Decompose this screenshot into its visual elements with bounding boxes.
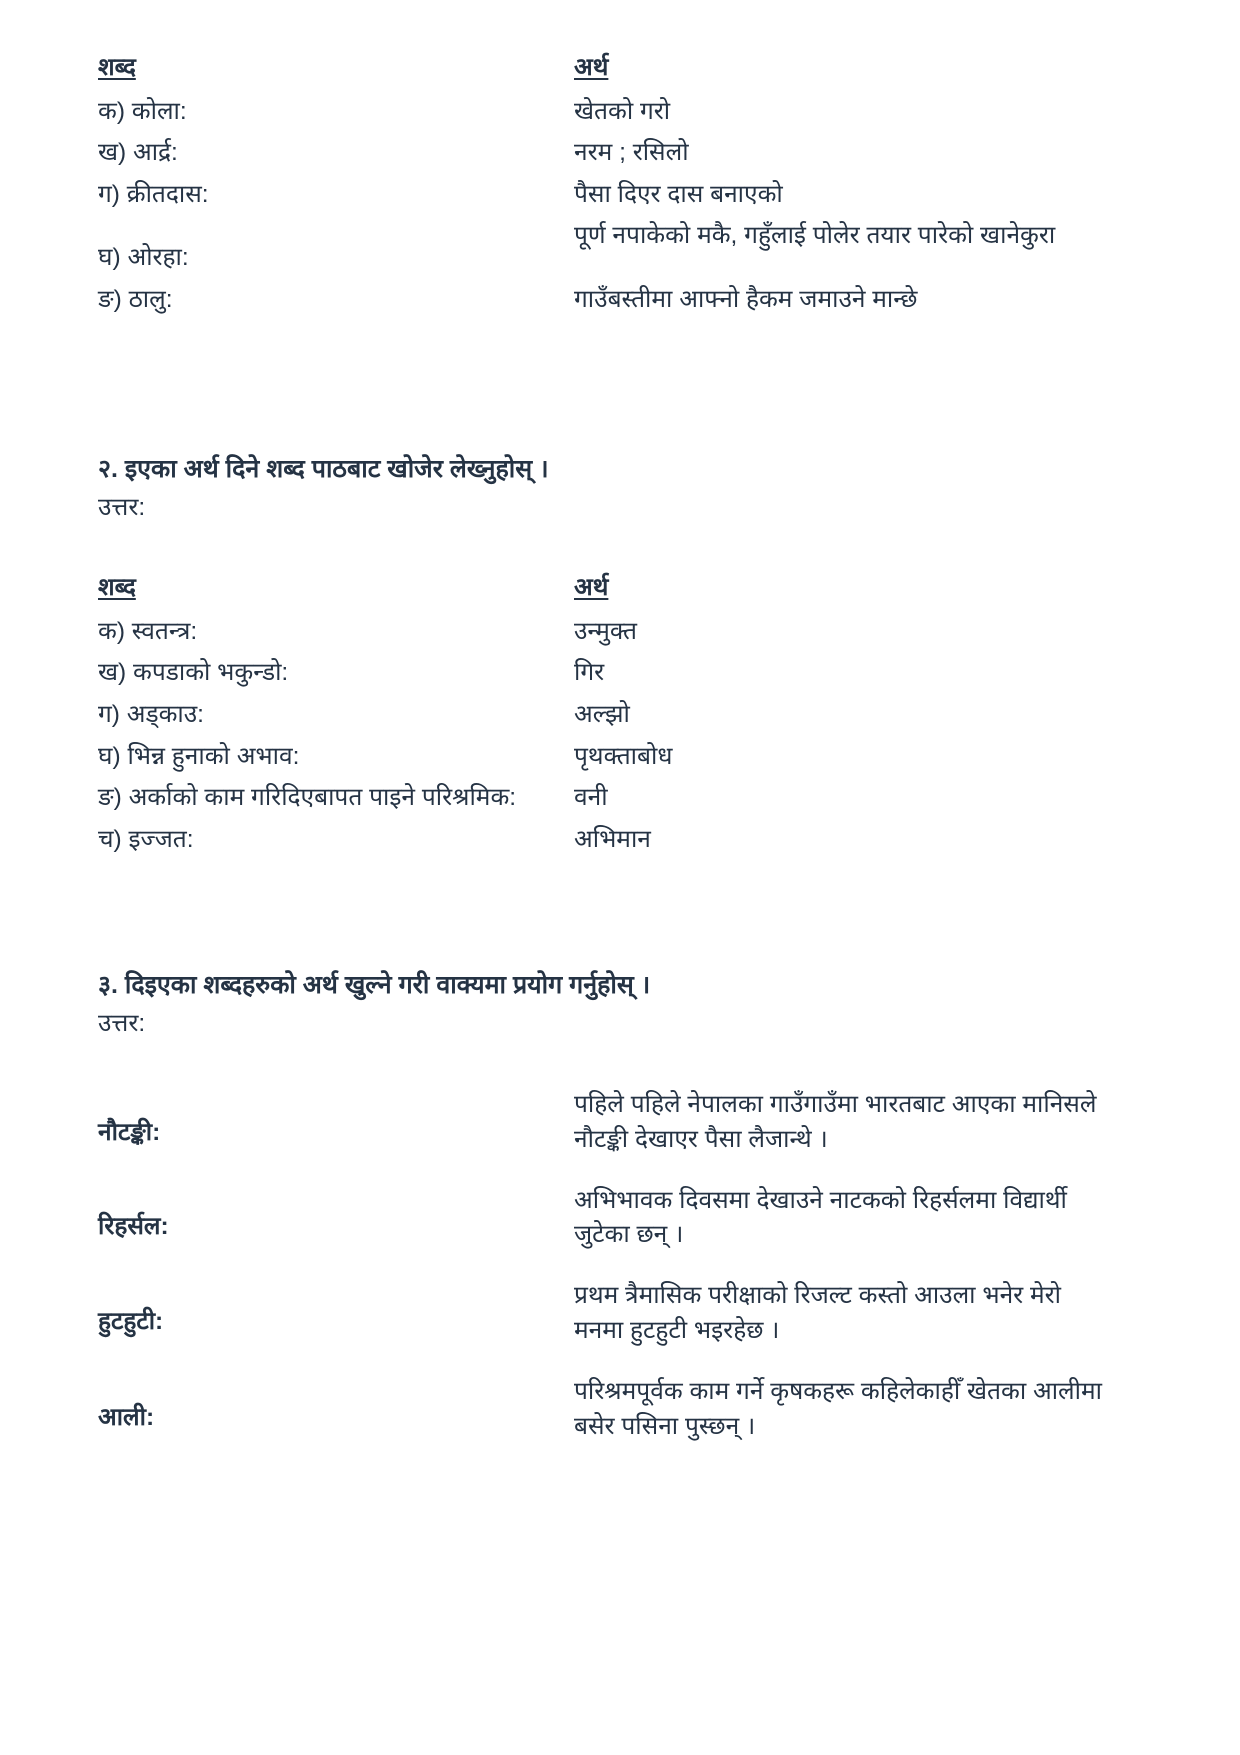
table-row bbox=[98, 699, 1106, 741]
meaning-cell: वनी bbox=[574, 784, 608, 812]
meaning-cell: खेतको गरो bbox=[574, 97, 671, 125]
meaning-cell: पृथक्ताबोध bbox=[574, 742, 673, 770]
meaning-cell: नरम ; रसिलो bbox=[574, 139, 689, 167]
table-row bbox=[98, 220, 1106, 284]
column-header-word: शब्द bbox=[98, 54, 136, 81]
meaning-cell: गाउँबस्तीमा आफ्नो हैकम जमाउने मान्छे bbox=[574, 285, 918, 313]
section-spacer bbox=[98, 1040, 1098, 1088]
word-cell: क) कोला: bbox=[98, 97, 187, 125]
table-header-row bbox=[98, 52, 1106, 96]
section-spacer bbox=[98, 865, 1098, 969]
column-header-meaning: अर्थ bbox=[574, 574, 609, 602]
table-row bbox=[98, 1184, 1106, 1280]
sentence-usage-table bbox=[98, 1088, 1106, 1470]
table-row bbox=[98, 741, 1106, 783]
term-cell: हुटहुटी: bbox=[98, 1308, 164, 1336]
meaning-cell: अल्झो bbox=[574, 701, 630, 729]
document-content bbox=[98, 52, 1102, 1470]
table-row bbox=[98, 1088, 1106, 1184]
question-2-answer-label: उत्तर: bbox=[98, 494, 146, 522]
table-row bbox=[98, 824, 1106, 866]
table-row bbox=[98, 179, 1106, 221]
sentence-cell: पहिले पहिले नेपालका गाउँगाउँमा भारतबाट आएका मानिसले नौटङ्की देखाएर पैसा लैजान्थे । bbox=[574, 1091, 1097, 1153]
sentence-cell: अभिभावक दिवसमा देखाउने नाटकको रिहर्सलमा विद्यार्थी जुटेका छन् । bbox=[574, 1186, 1067, 1249]
sentence-cell: परिश्रमपूर्वक काम गर्ने कृषकहरू कहिलेकाहीँ खेतका आलीमा बसेर पसिना पुस्छन् । bbox=[574, 1377, 1102, 1440]
word-cell: ख) कपडाको भकुन्डो: bbox=[98, 659, 289, 687]
term-cell: रिहर्सल: bbox=[98, 1212, 169, 1240]
sentence-cell: प्रथम त्रैमासिक परीक्षाको रिजल्ट कस्तो आउला भनेर मेरो मनमा हुटहुटी भइरहेछ । bbox=[574, 1282, 1062, 1345]
table-row bbox=[98, 1375, 1106, 1471]
table-row bbox=[98, 1279, 1106, 1375]
question-3-answer-label: उत्तर: bbox=[98, 1010, 146, 1038]
vocabulary-table-2 bbox=[98, 572, 1106, 865]
question-3-heading: ३. दिइएका शब्दहरुको अर्थ खुल्ने गरी वाक्यमा प्रयोग गर्नुहोस् । bbox=[98, 971, 651, 1000]
word-cell: ग) अड्काउ: bbox=[98, 701, 204, 729]
meaning-cell: उन्मुक्त bbox=[574, 617, 637, 645]
meaning-cell: पूर्ण नपाकेको मकै, गहुँलाई पोलेर तयार पारेको खानेकुरा bbox=[574, 222, 1056, 250]
section-spacer bbox=[98, 524, 1098, 572]
column-header-meaning: अर्थ bbox=[574, 54, 609, 81]
word-cell: ग) क्रीतदास: bbox=[98, 180, 209, 208]
word-cell: ख) आर्द्र: bbox=[98, 139, 178, 167]
table-row bbox=[98, 616, 1106, 658]
vocabulary-table-1 bbox=[98, 52, 1106, 325]
term-cell: नौटङ्की: bbox=[98, 1119, 161, 1147]
meaning-cell: गिर bbox=[574, 659, 605, 687]
question-2-heading: २. इएका अर्थ दिने शब्द पाठबाट खोजेर लेख्नुहोस् । bbox=[98, 455, 549, 484]
word-cell: क) स्वतन्त्र: bbox=[98, 617, 198, 645]
table-row bbox=[98, 137, 1106, 179]
table-row bbox=[98, 96, 1106, 138]
meaning-cell: अभिमान bbox=[574, 825, 651, 853]
meaning-cell: पैसा दिएर दास बनाएको bbox=[574, 180, 783, 208]
term-cell: आली: bbox=[98, 1403, 155, 1431]
word-cell: घ) ओरहा: bbox=[98, 244, 189, 272]
table-header-row bbox=[98, 572, 1106, 616]
word-cell: ङ) अर्काको काम गरिदिएबापत पाइने परिश्रमिक: bbox=[98, 784, 517, 812]
table-row bbox=[98, 284, 1106, 326]
table-row bbox=[98, 782, 1106, 824]
word-cell: घ) भिन्न हुनाको अभाव: bbox=[98, 742, 300, 770]
section-spacer bbox=[98, 325, 1098, 453]
word-cell: च) इज्जत: bbox=[98, 825, 194, 853]
table-row bbox=[98, 657, 1106, 699]
word-cell: ङ) ठालु: bbox=[98, 285, 173, 313]
column-header-word: शब्द bbox=[98, 574, 136, 602]
